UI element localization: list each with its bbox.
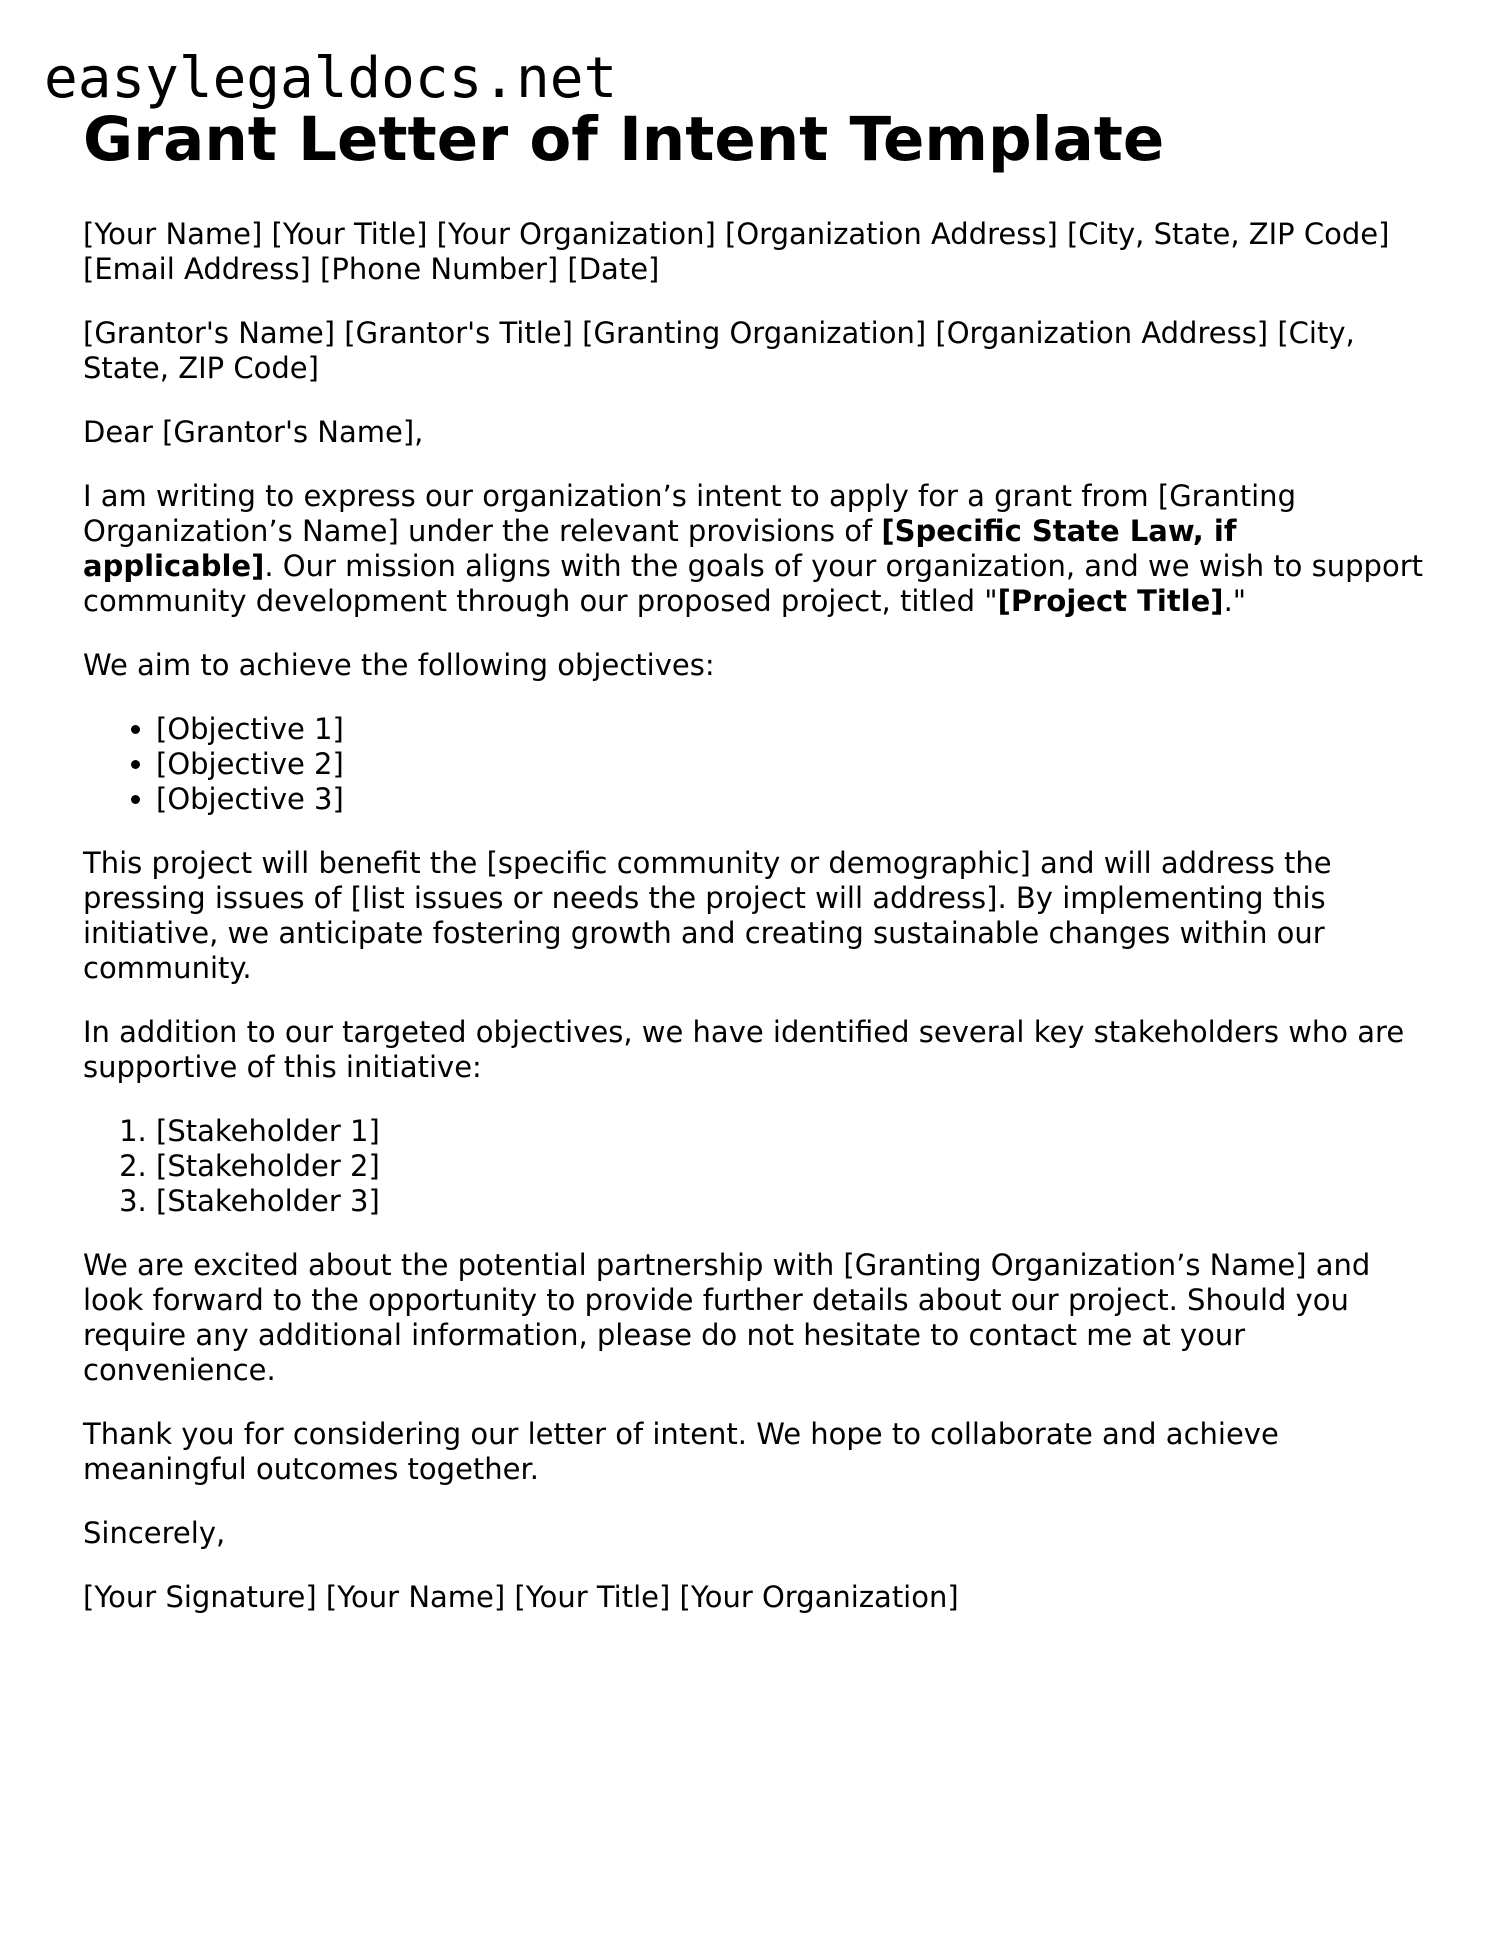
stakeholders-intro: In addition to our targeted objectives, we have identified several key stakeholders who are supportive of this initiative: (83, 1015, 1405, 1084)
sender-block: [Your Name] [Your Title] [Your Organization] [Organization Address] [City, State, ZIP Code] [Email Address] [Phone Number] [Date] (83, 217, 1390, 286)
thanks-paragraph: Thank you for considering our letter of intent. We hope to collaborate and achieve meaningful outcomes together. (83, 1417, 1279, 1486)
objective-item: • [Objective 1] (156, 712, 1423, 747)
benefit-paragraph: This project will benefit the [specific community or demographic] and will address the pressing issues of [list issues or needs the project will address]. By implementing this initiative, we anticipate fostering growth and creating sustainable changes within our community. (83, 846, 1332, 985)
objective-item: • [Objective 2] (156, 747, 1423, 782)
stakeholder-item: 3. [Stakeholder 3] (156, 1184, 1423, 1219)
intro-text-part1: I am writing to express our organization’s intent to apply for a grant from [Granting Organization’s Name] under the relevant provisions of (83, 479, 1296, 548)
salutation: Dear [Grantor's Name], (83, 415, 424, 449)
signature-block: [Your Signature] [Your Name] [Your Title] [Your Organization] (83, 1580, 959, 1614)
letter-document (83, 104, 1423, 1644)
stakeholder-item: 2. [Stakeholder 2] (156, 1149, 1423, 1184)
document-title: Grant Letter of Intent Template (83, 104, 1165, 175)
project-title-placeholder: [Project Title] (997, 584, 1224, 618)
recipient-block: [Grantor's Name] [Grantor's Title] [Granting Organization] [Organization Address] [City, State, ZIP Code] (83, 316, 1355, 385)
intro-text-part3: ." (1223, 584, 1247, 618)
intro-paragraph (83, 479, 1423, 619)
stakeholders-list (83, 1114, 1423, 1219)
state-law-placeholder: [Specific State Law, if applicable] (83, 514, 1237, 583)
stakeholder-item: 1. [Stakeholder 1] (156, 1114, 1423, 1149)
objectives-intro: We aim to achieve the following objectives: (83, 648, 715, 682)
objectives-list (83, 712, 1423, 817)
intro-text-part2: . Our mission aligns with the goals of your organization, and we wish to support community development through our proposed project, titled " (83, 549, 1423, 618)
objective-item: • [Objective 3] (156, 782, 1423, 817)
closing: Sincerely, (83, 1516, 226, 1550)
site-watermark: easylegaldocs.net (44, 46, 618, 111)
partnership-paragraph: We are excited about the potential partnership with [Granting Organization’s Name] and look forward to the opportunity to provide further details about our project. Should you require any additional information, please do not hesitate to contact me at your convenience. (83, 1248, 1371, 1387)
